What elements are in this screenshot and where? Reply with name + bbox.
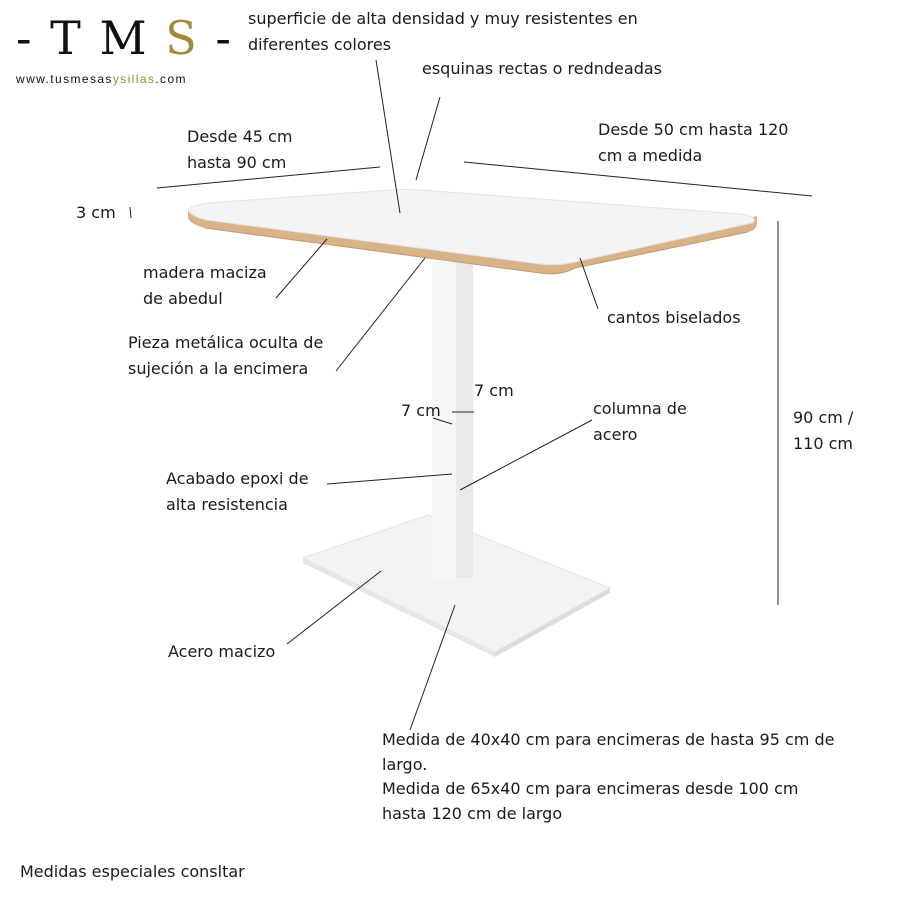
logo-prefix: - T M xyxy=(16,11,166,65)
label-column-line2: acero xyxy=(593,425,638,444)
label-epoxy-line1: Acabado epoxi de xyxy=(166,469,309,488)
label-base-line1: Medida de 40x40 cm para encimeras de hasta 95 cm de xyxy=(382,730,835,749)
url-suffix: .com xyxy=(155,72,187,86)
url-prefix: www.tusmesas xyxy=(16,72,113,86)
label-height-line2: 110 cm xyxy=(793,434,854,453)
label-wood xyxy=(143,260,267,312)
dim-thickness xyxy=(130,207,131,218)
column-side xyxy=(456,262,473,578)
label-height-line1: 90 cm / xyxy=(793,408,854,427)
label-width-line2: hasta 90 cm xyxy=(187,153,287,172)
label-wood-line1: madera maciza xyxy=(143,263,267,282)
leader-wood xyxy=(276,239,327,298)
label-metal-piece-line2: sujeción a la encimera xyxy=(128,359,309,378)
label-corners: esquinas rectas o redndeadas xyxy=(422,59,662,78)
label-surface xyxy=(248,6,638,58)
label-width xyxy=(187,124,292,176)
label-base-line4: hasta 120 cm de largo xyxy=(382,803,563,823)
leader-corners xyxy=(416,97,440,180)
label-length-line2: cm a medida xyxy=(598,146,703,165)
label-thickness: 3 cm xyxy=(76,203,116,222)
label-metal-piece xyxy=(128,330,323,382)
label-base-line3: Medida de 65x40 cm para encimeras desde 100 cm xyxy=(382,779,799,798)
logo-accent: S xyxy=(165,11,199,65)
url-accent: ysillas xyxy=(112,72,156,86)
label-steel: Acero macizo xyxy=(168,642,276,661)
label-length-line1: Desde 50 cm hasta 120 xyxy=(598,120,789,139)
label-height xyxy=(793,405,853,457)
leader-metal-piece xyxy=(336,258,425,371)
label-base-line2: largo. xyxy=(382,754,428,774)
label-width-line1: Desde 45 cm xyxy=(187,127,293,146)
label-surface-line2: diferentes colores xyxy=(248,35,392,54)
label-length xyxy=(598,117,788,169)
label-column xyxy=(593,396,687,448)
label-bevel: cantos biselados xyxy=(607,308,741,327)
label-column-line1: columna de xyxy=(593,399,687,418)
tabletop-surface xyxy=(190,190,755,265)
label-epoxy xyxy=(166,466,309,518)
label-column-width-a: 7 cm xyxy=(474,381,514,400)
leader-bevel xyxy=(580,258,598,309)
label-column-width-b: 7 cm xyxy=(401,401,441,420)
label-metal-piece-line1: Pieza metálica oculta de xyxy=(128,333,324,352)
logo-suffix: - xyxy=(198,11,233,65)
footer-note: Medidas especiales consltar xyxy=(20,862,245,881)
label-surface-line1: superficie de alta densidad y muy resistentes en xyxy=(248,9,638,28)
label-base xyxy=(382,728,834,826)
label-epoxy-line2: alta resistencia xyxy=(166,495,288,514)
label-wood-line2: de abedul xyxy=(143,289,223,308)
leader-column xyxy=(460,420,592,490)
leader-steel xyxy=(287,571,381,644)
